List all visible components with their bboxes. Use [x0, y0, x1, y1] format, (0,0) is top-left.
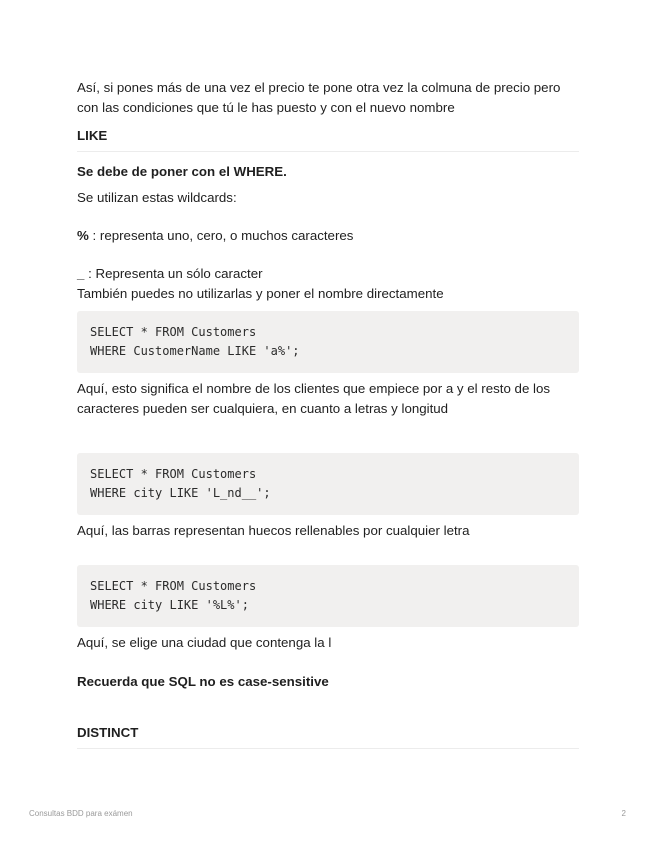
code-line: WHERE CustomerName LIKE 'a%'; [90, 344, 300, 358]
direct-name-note: También puedes no utilizarlas y poner el nombre directamente [77, 286, 444, 301]
explanation-like-contains: Aquí, se elige una ciudad que contenga la l [77, 635, 332, 650]
code-block-like-lnd [77, 453, 579, 515]
where-note: Se debe de poner con el WHERE. [77, 164, 287, 179]
wildcard-percent-item [77, 226, 579, 246]
code-line: SELECT * FROM Customers [90, 467, 257, 481]
like-heading: LIKE [77, 126, 579, 152]
code-line: SELECT * FROM Customers [90, 579, 257, 593]
distinct-heading: DISTINCT [77, 723, 579, 749]
code-line: SELECT * FROM Customers [90, 325, 257, 339]
wildcard-underscore-item [77, 264, 579, 284]
page-content [77, 78, 579, 749]
wildcards-intro: Se utilizan estas wildcards: [77, 190, 237, 205]
code-line: WHERE city LIKE '%L%'; [90, 598, 249, 612]
underscore-symbol: _ [77, 266, 85, 281]
explanation-like-lnd: Aquí, las barras representan huecos rellenables por cualquier letra [77, 523, 470, 538]
percent-symbol: % [77, 228, 89, 243]
footer-page-number: 2 [621, 809, 626, 818]
code-line: WHERE city LIKE 'L_nd__'; [90, 486, 271, 500]
case-sensitive-note: Recuerda que SQL no es case-sensitive [77, 674, 329, 689]
footer-document-title: Consultas BDD para exámen [29, 809, 133, 818]
code-block-like-contains [77, 565, 579, 627]
percent-description: : representa uno, cero, o muchos caracteres [88, 228, 354, 243]
code-block-like-a [77, 311, 579, 373]
explanation-like-a: Aquí, esto significa el nombre de los clientes que empiece por a y el resto de los caracteres pueden ser cualquiera, en cuanto a letras y longitud [77, 381, 551, 416]
underscore-description: : Representa un sólo caracter [84, 266, 263, 281]
intro-paragraph: Así, si pones más de una vez el precio te pone otra vez la colmuna de precio pero con las condiciones que tú le has puesto y con el nuevo nombre [77, 80, 561, 115]
